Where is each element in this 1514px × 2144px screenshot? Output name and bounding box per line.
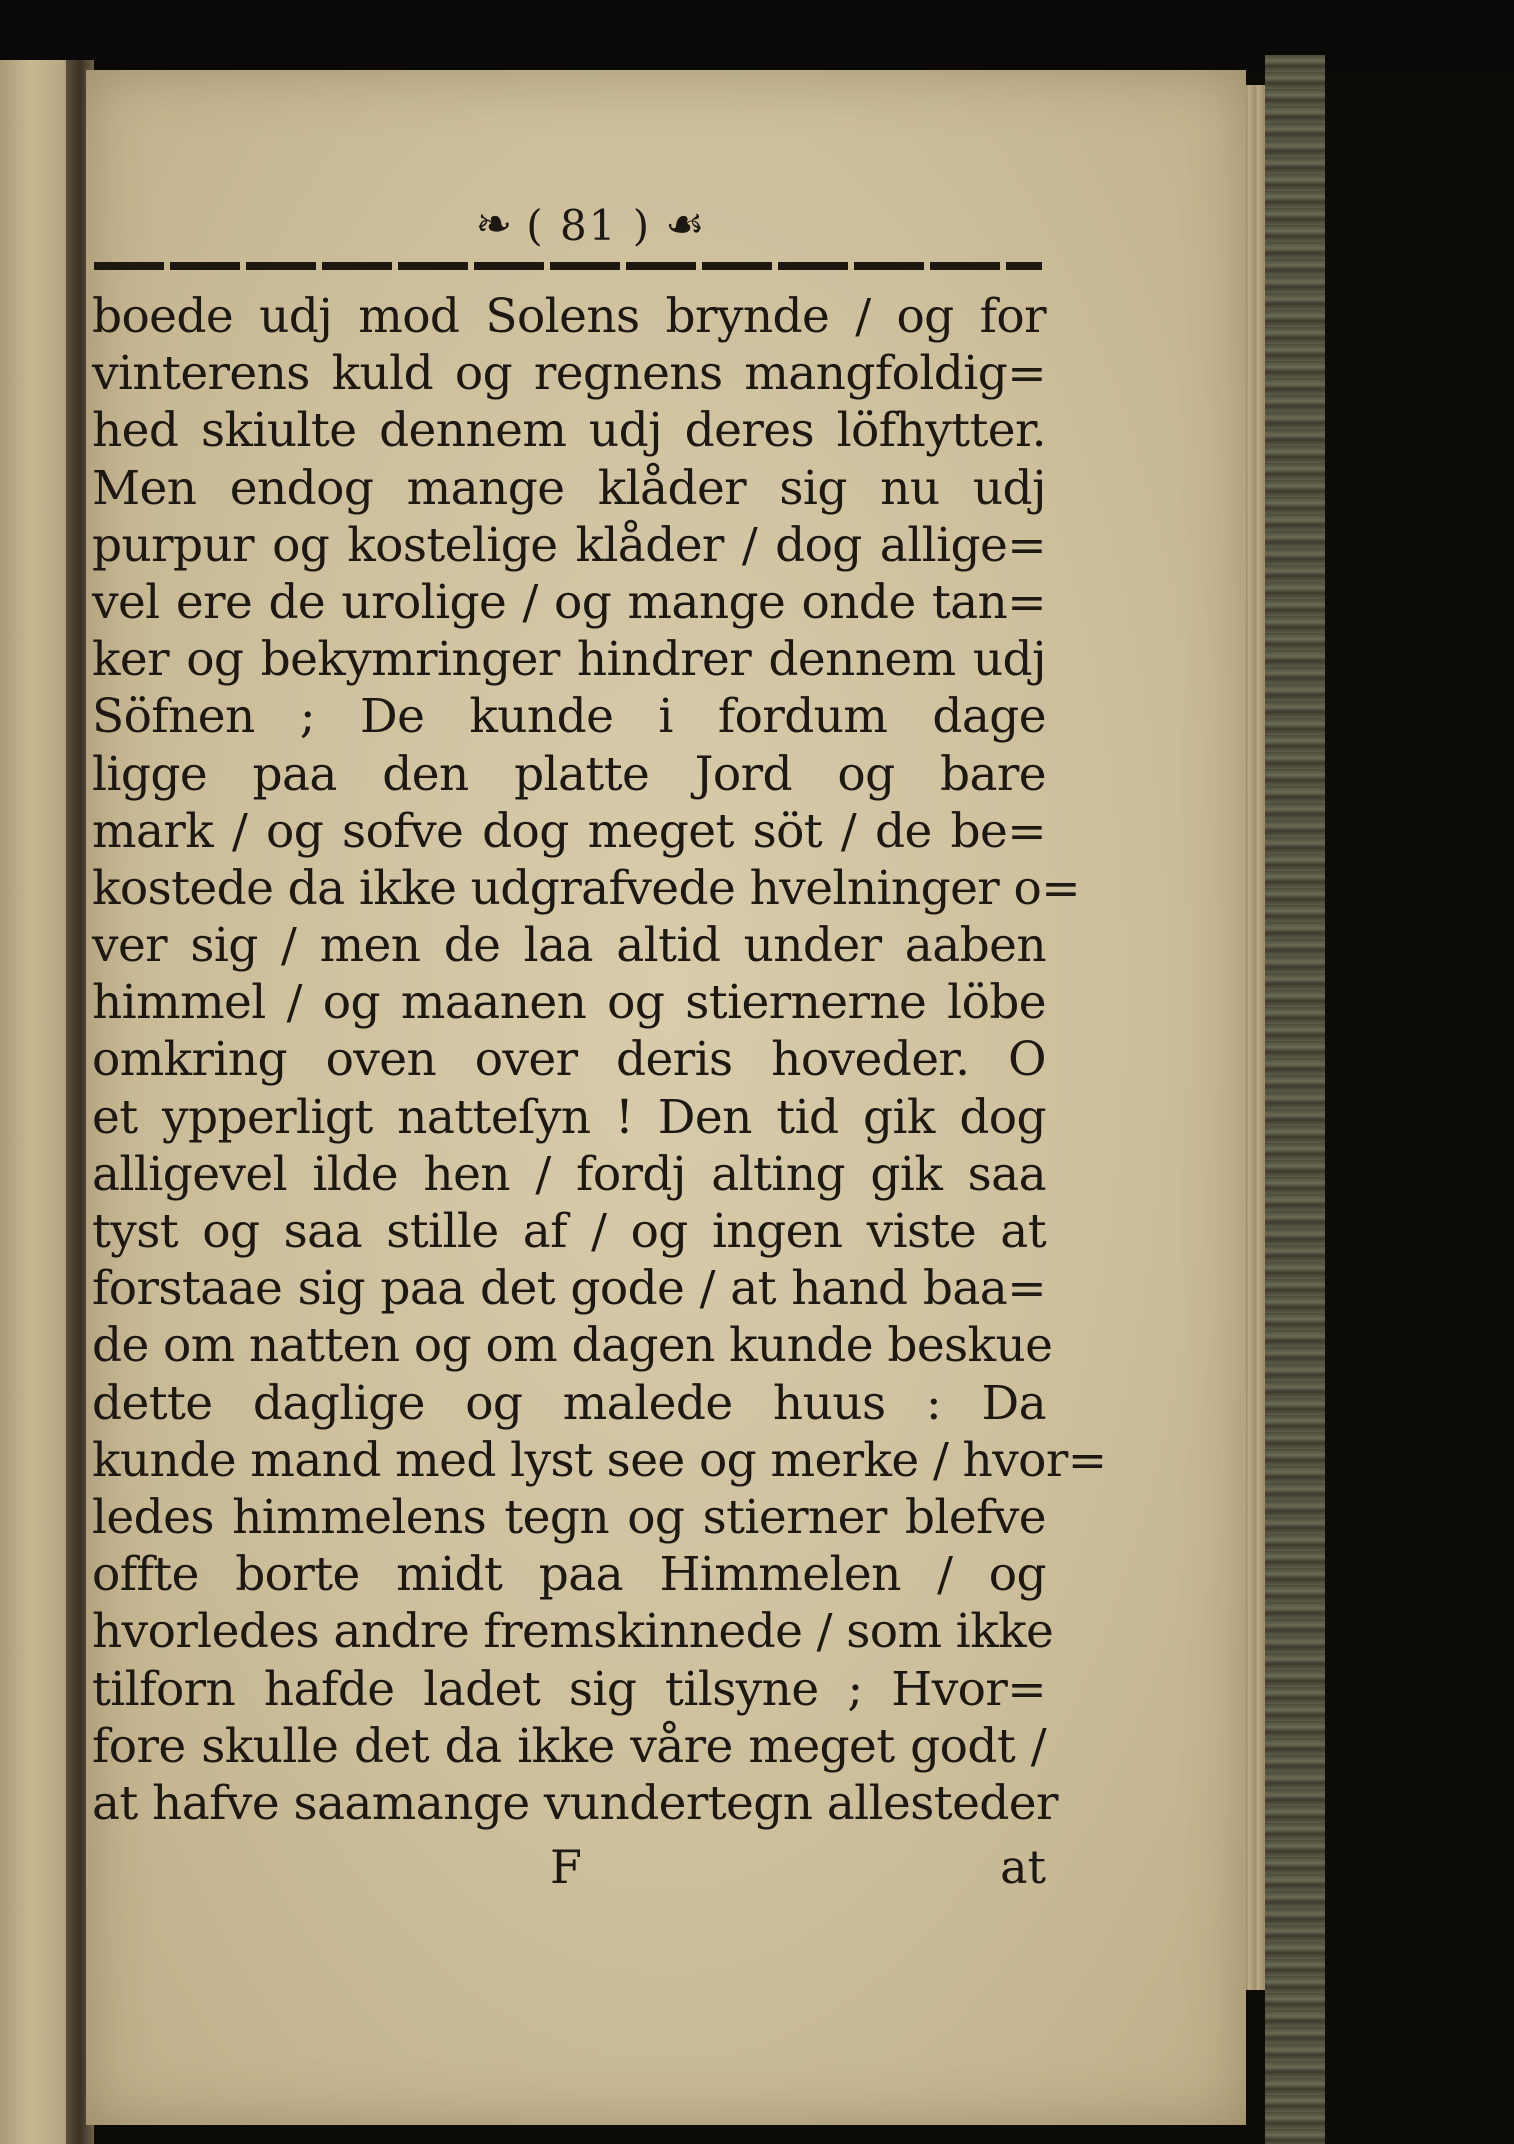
ornament-right-icon: ☙ [665,199,705,250]
page-footer [92,1840,1046,1900]
text-line: et ypperligt natteſyn ! Den tid gik dog [92,1089,1046,1145]
page-number: ( 81 ) [526,200,652,250]
text-line: kunde mand med lyst see og merke / hvor= [92,1432,1107,1488]
text-line: omkring oven over deris hoveder. O [92,1032,1046,1088]
text-line: boede udj mod Solens brynde / og for [92,289,1046,344]
text-line: at hafve saamange vundertegn allesteder [92,1775,1058,1831]
text-line: tilforn hafde ladet sig tilsyne ; Hvor= [92,1661,1046,1717]
text-line: ver sig / men de laa altid under aaben [92,918,1046,974]
text-line: ledes himmelens tegn og stierner blefve [92,1489,1046,1545]
text-line: hed skiulte dennem udj deres löfhytter. [92,403,1046,459]
text-line: fore skulle det da ikke våre meget godt / [92,1718,1046,1774]
text-line: dette daglige og malede huus : Da [92,1375,1046,1431]
text-line: vel ere de urolige / og mange onde tan= [92,574,1046,630]
signature-mark: F [550,1840,582,1894]
text-line: mark / og sofve dog meget söt / de be= [92,803,1046,859]
text-line: vinterens kuld og regnens mangfoldig= [92,346,1046,402]
body-text [92,288,1107,1832]
text-line: forstaae sig paa det gode / at hand baa= [92,1261,1046,1317]
text-line: hvorledes andre fremskinnede / som ikke [92,1604,1054,1660]
text-line: tyst og saa stille af / og ingen viste at [92,1204,1046,1259]
page-header [410,190,770,260]
catchword: at [1000,1840,1046,1894]
header-rule [94,262,1042,270]
text-line: himmel / og maanen og stiernerne löbe [92,975,1046,1031]
text-line: alligevel ilde hen / fordj alting gik saa [92,1146,1046,1202]
text-line: kostede da ikke udgrafvede hvelninger o= [92,860,1080,916]
text-line: ligge paa den platte Jord og bare [92,746,1046,802]
text-line: de om natten og om dagen kunde beskue [92,1318,1053,1374]
book-cover-edge [1265,55,1325,2144]
text-line: offte borte midt paa Himmelen / og [92,1547,1046,1603]
text-line: ker og bekymringer hindrer dennem udj [92,632,1046,688]
text-line: purpur og kostelige klåder / dog allige= [92,517,1046,573]
text-line: Men endog mange klåder sig nu udj [92,460,1046,516]
ornament-left-icon: ❧ [475,199,513,250]
text-line: Söfnen ; De kunde i fordum dage [92,689,1046,745]
